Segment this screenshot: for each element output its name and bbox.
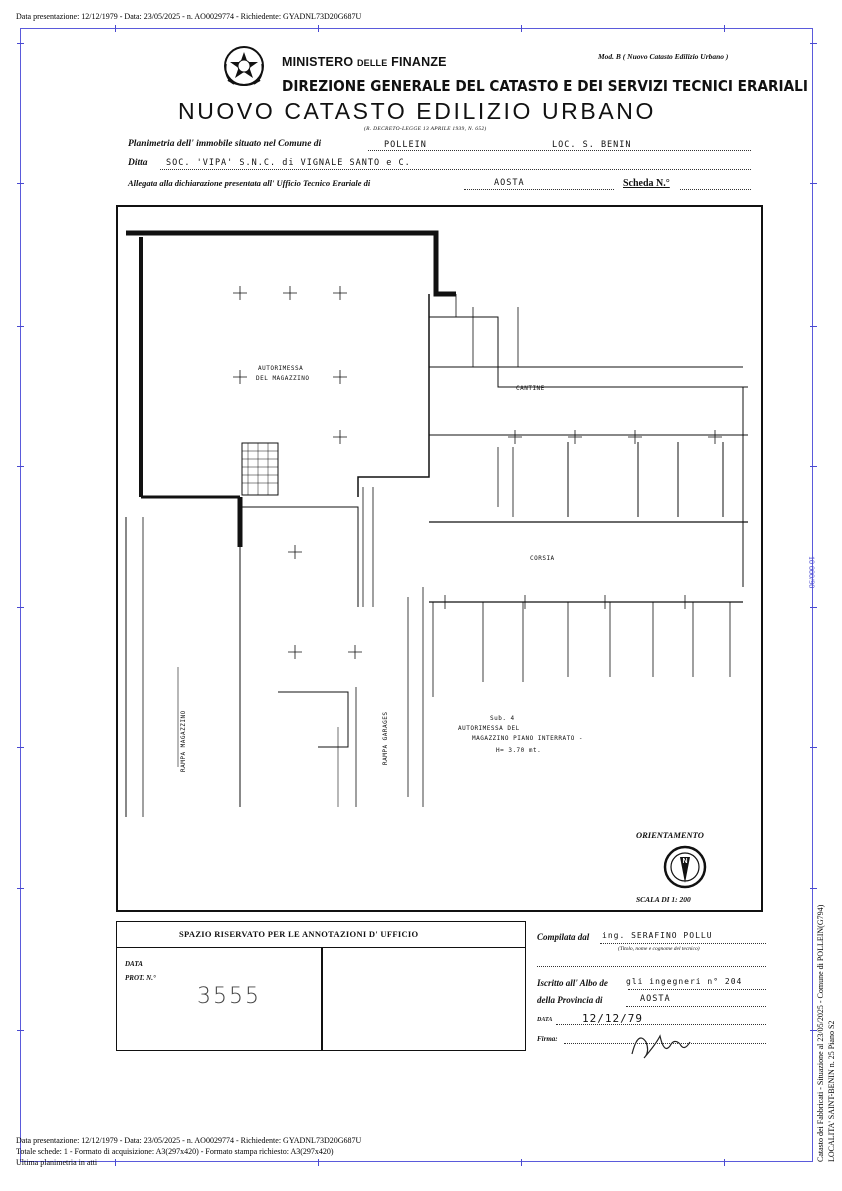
label-sub-2: AUTORIMESSA DEL [458,725,520,732]
label-autorimessa-1: AUTORIMESSA [258,365,304,372]
label-corsia: CORSIA [530,555,555,562]
iscritto-value: gli ingegneri n° 204 [626,977,743,986]
ditta-label: Ditta [128,158,148,168]
provincia-label: della Provincia di [537,995,603,1005]
comp-data-label: DATA [537,1017,553,1023]
comp-data-value: 12/12/79 [582,1012,643,1025]
office-prot-value: 3555 [197,984,261,1009]
ministero-word: MINISTERO [282,55,354,69]
bottom-metadata-line1: Data presentazione: 12/12/1979 - Data: 23/05/2025 - n. AO0029774 - Richiedente: GYADNL73D20G687U [16,1136,362,1145]
office-box-divider [321,948,323,1050]
finanze-word: FINANZE [391,55,447,69]
decreto-label: (R. DECRETO-LEGGE 13 APRILE 1939, N. 652) [364,126,487,132]
compilata-note: (Titolo, nome e cognome del tecnico) [618,946,700,952]
ditta-value: SOC. 'VIPA' S.N.C. di VIGNALE SANTO e C. [166,158,411,168]
office-annotations-box [116,921,526,1051]
scala-label: SCALA DI 1: 200 [636,895,691,904]
orientamento-label: ORIENTAMENTO [636,830,704,840]
compilata-dotted-line-2 [537,966,766,967]
compilata-value: ing. SERAFINO POLLU [602,931,713,940]
side-metadata-line1: Catasto dei Fabbricati - Situazione al 23/05/2025 - Comune di POLLEIN(G794) [816,904,825,1162]
iscritto-label: Iscritto all' Albo de [537,978,608,988]
scheda-label: Scheda N.° [623,178,670,189]
label-rampa-magazzino: RAMPA MAGAZZINO [180,710,187,772]
iscritto-dotted-line [628,989,766,990]
floor-plan [116,205,763,912]
planimetria-label: Planimetria dell' immobile situato nel Comune di [128,139,322,149]
side-metadata-line2: LOCALITA' SAINT-BENIN n. 25 Piano S2 [827,1020,836,1162]
floor-plan-drawing [118,207,761,910]
label-autorimessa-2: DEL MAGAZZINO [256,375,310,382]
delle-word: DELLE [356,58,388,68]
comune-value: POLLEIN [384,140,427,150]
ditta-dotted-line [160,169,751,170]
provincia-value: AOSTA [640,994,671,1004]
allegata-label: Allegata alla dichiarazione presentata all' Ufficio Tecnico Erariale di [128,178,371,188]
provincia-dotted-line [626,1006,766,1007]
office-box-title: SPAZIO RISERVATO PER LE ANNOTAZIONI D' UFFICIO [179,929,419,939]
bottom-metadata-line3: Ultima planimetria in atti [16,1158,98,1167]
allegata-dotted-line [464,189,614,190]
ministero-heading [282,55,447,69]
label-sub-1: Sub. 4 [490,715,515,722]
nceu-heading: NUOVO CATASTO EDILIZIO URBANO [178,98,656,124]
label-sub-3: MAGAZZINO PIANO INTERRATO - [472,735,584,742]
mod-b-label: Mod. B ( Nuovo Catasto Edilizio Urbano ) [598,52,729,61]
office-prot-label: PROT. N.° [125,974,156,982]
scheda-dotted-line [680,189,751,190]
firma-label: Firma: [537,1035,558,1043]
office-data-label: DATA [125,960,143,968]
direzione-heading: DIREZIONE GENERALE DEL CATASTO E DEI SERVIZI TECNICI ERARIALI [282,77,808,95]
planimetria-row [128,139,321,149]
label-cantine: CANTINE [516,385,545,392]
label-sub-4: H= 3.70 mt. [496,747,542,754]
compass-icon [665,847,705,887]
top-metadata: Data presentazione: 12/12/1979 - Data: 23/05/2025 - n. AO0029774 - Richiedente: GYADNL73D20G687U [16,12,362,21]
ufficio-value: AOSTA [494,178,525,188]
planimetria-dotted-line [368,150,751,151]
republic-emblem-icon [220,44,268,90]
bottom-metadata-line2: Totale schede: 1 - Formato di acquisizione: A3(297x420) - Formato stampa richiesto: A3(297x420) [16,1147,334,1156]
signature-icon [626,1024,696,1064]
compilata-dotted-line [600,943,766,944]
side-code: 10 000/90 [807,556,816,589]
loc-value: LOC. S. BENIN [552,140,632,150]
label-rampa-garages: RAMPA GARAGES [382,711,389,765]
compilata-label: Compilata dal [537,932,590,942]
svg-text:N: N [682,858,688,865]
